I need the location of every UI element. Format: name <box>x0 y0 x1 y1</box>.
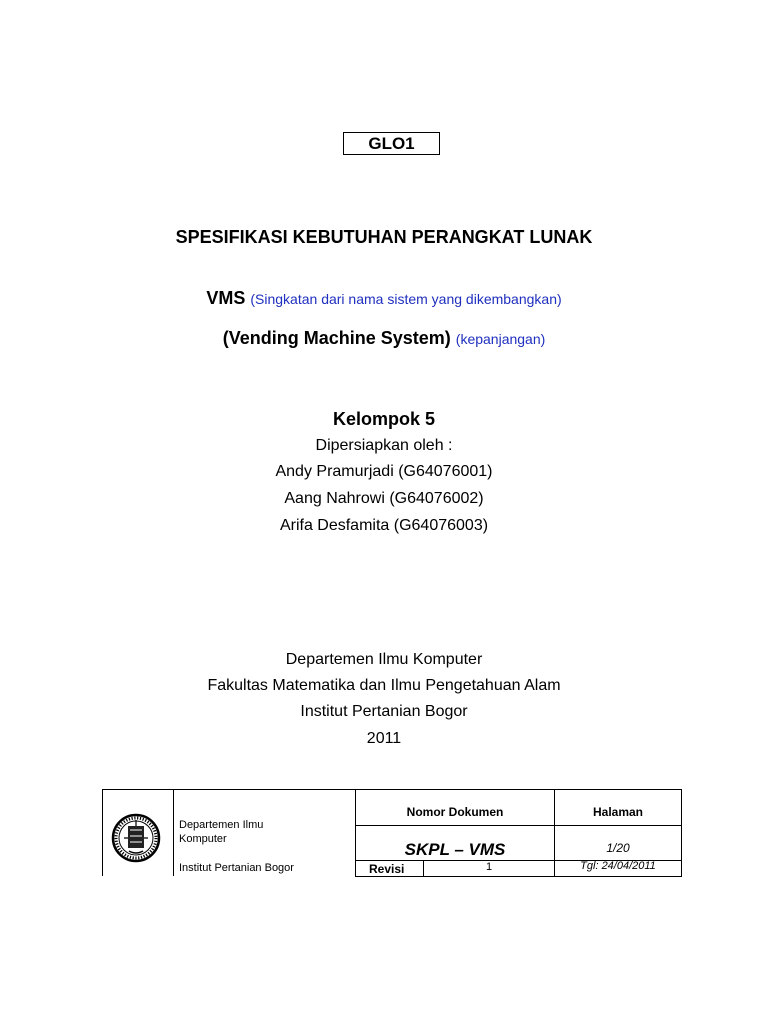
revision-date: Tgl: 24/04/2011 <box>580 860 656 872</box>
document-title: SPESIFIKASI KEBUTUHAN PERANGKAT LUNAK <box>175 227 593 247</box>
document-code-box: GLO1 <box>343 132 440 155</box>
publication-year: 2011 <box>366 730 402 747</box>
footer-department-line2: Komputer <box>179 833 227 845</box>
footer-department-line1: Departemen Ilmu <box>179 819 264 831</box>
doc-number-value: SKPL – VMS <box>404 840 506 859</box>
university-seal-icon <box>111 806 161 870</box>
system-fullname-note: (kepanjangan) <box>455 331 546 347</box>
system-abbreviation: VMS <box>206 288 246 308</box>
revision-label: Revisi <box>369 862 405 876</box>
system-fullname-line <box>0 328 768 349</box>
prepared-by-label: Dipersiapkan oleh : <box>315 437 453 454</box>
university-name: Institut Pertanian Bogor <box>300 703 468 720</box>
page-value: 1/20 <box>606 841 630 855</box>
system-fullname: (Vending Machine System) <box>222 328 451 348</box>
footer-institute: Institut Pertanian Bogor <box>179 862 294 874</box>
author-item: Aang Nahrowi (G64076002) <box>284 490 484 507</box>
faculty-name: Fakultas Matematika dan Ilmu Pengetahuan Alam <box>207 677 561 694</box>
group-name: Kelompok 5 <box>332 409 436 429</box>
page-header: Halaman <box>592 805 644 819</box>
department-name: Departemen Ilmu Komputer <box>285 651 483 668</box>
author-item: Arifa Desfamita (G64076003) <box>279 517 489 534</box>
system-abbreviation-note: (Singkatan dari nama sistem yang dikembangkan) <box>250 291 562 307</box>
doc-number-header: Nomor Dokumen <box>406 805 504 819</box>
revision-value: 1 <box>485 861 493 873</box>
author-item: Andy Pramurjadi (G64076001) <box>275 463 493 480</box>
system-abbreviation-line <box>0 288 768 309</box>
